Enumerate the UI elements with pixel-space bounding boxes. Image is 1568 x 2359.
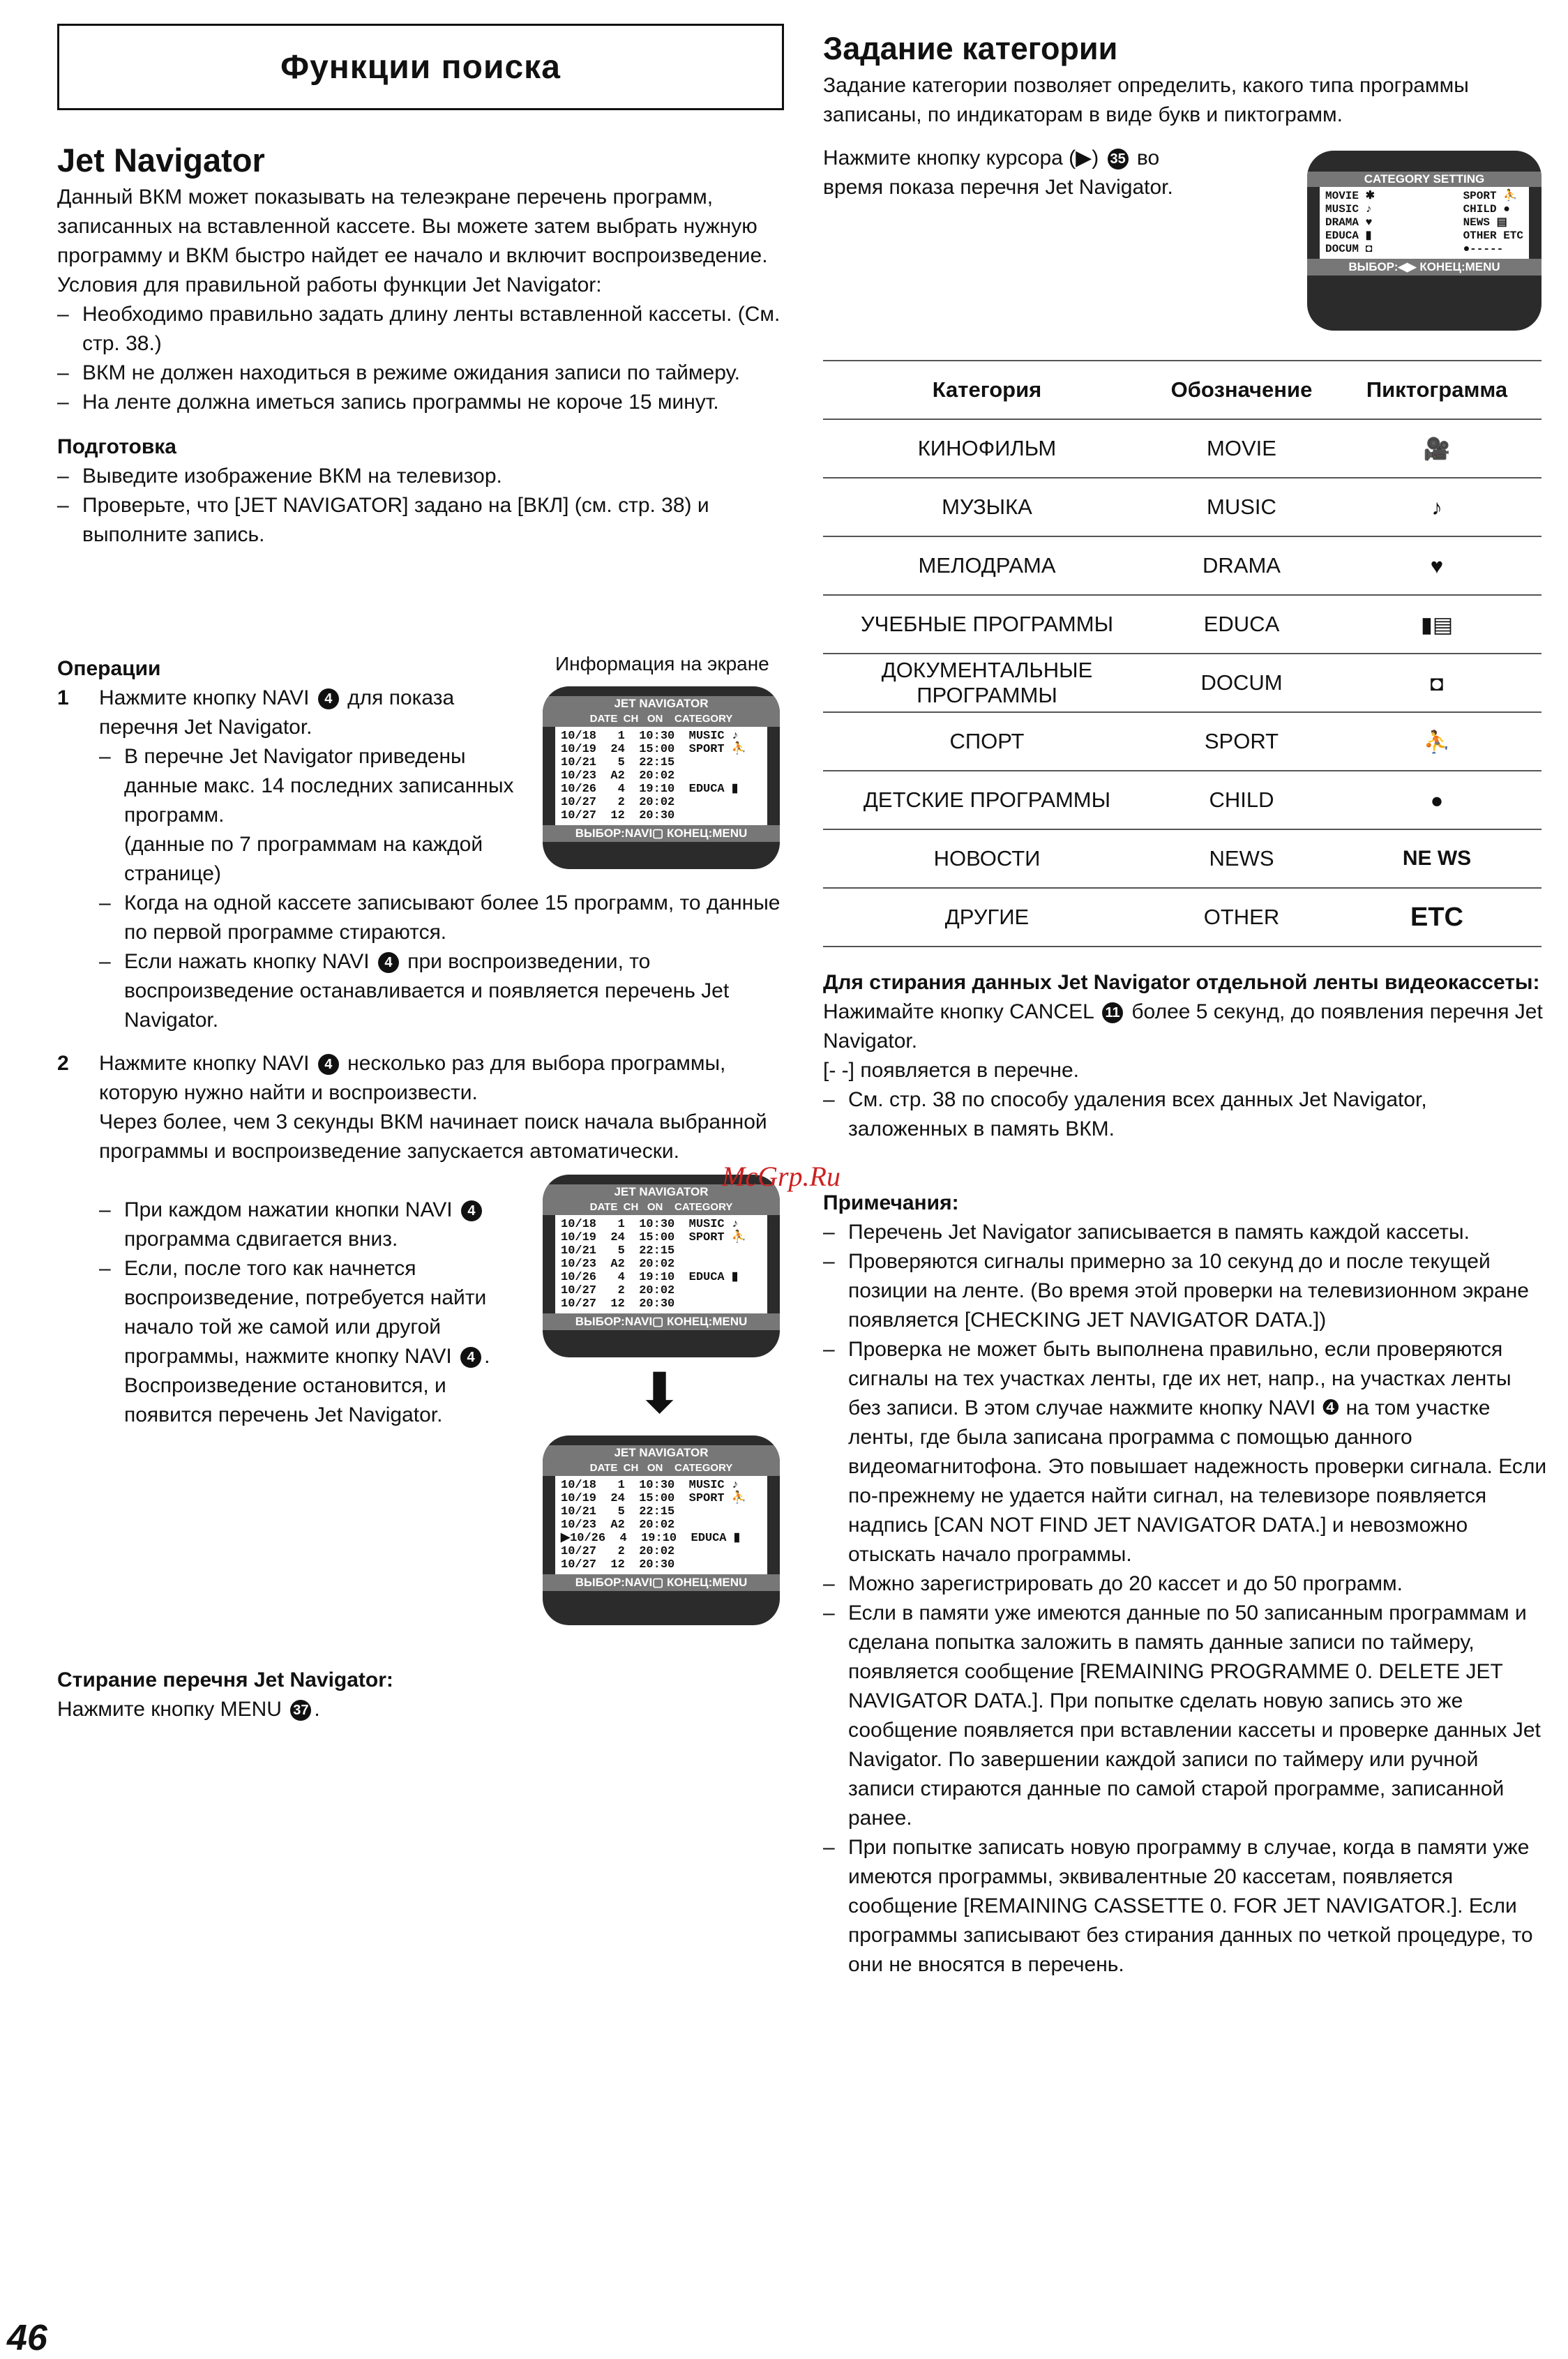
table-row	[823, 478, 1541, 536]
step1-sub-a: – В перечне Jet Navigator приведены данные макс. 14 последних записанных программ.	[99, 742, 538, 830]
category-screen-footer: ВЫБОР:◀▶ КОНЕЦ:MENU	[1307, 259, 1541, 276]
table-header: Обозначение	[1151, 361, 1332, 419]
tv-screen-jet-navigator-1	[543, 686, 780, 869]
prep-heading: Подготовка	[57, 435, 176, 458]
category-screen-item: DRAMA ♥	[1325, 216, 1373, 229]
step1-sub-b: – Когда на одной кассете записывают более 15 программ, то данные по первой программе стираются.	[99, 889, 783, 947]
category-intro: Задание категории позволяет определить, какого типа программы записаны, по индикаторам в виде букв и пиктограмм.	[823, 74, 1469, 126]
step2-text-a: Нажмите кнопку NAVI	[99, 1052, 310, 1075]
screen-info-label: Информация на экране	[555, 653, 769, 674]
table-cell-code: MOVIE	[1151, 419, 1332, 478]
table-header-row	[823, 361, 1541, 419]
cancel-button-icon: 11	[1102, 1002, 1123, 1023]
cursor-text-a: Нажмите кнопку курсора (▶)	[823, 146, 1099, 169]
category-intro-block	[823, 71, 1548, 130]
step-number: 2	[57, 1052, 69, 1075]
prep-item: – Проверьте, что [JET NAVIGATOR] задано на [ВКЛ] (см. стр. 38) и выполните запись.	[57, 491, 783, 550]
screen-row: 10/18 1 10:30 MUSIC ♪	[561, 730, 739, 743]
screen-row: 10/19 24 15:00 SPORT ⛹	[561, 743, 747, 756]
navi-button-icon: 4	[461, 1200, 482, 1221]
page-title-box	[57, 24, 784, 110]
heart-icon: ♥	[1332, 536, 1541, 595]
jet-intro: Данный ВКМ может показывать на телеэкране перечень программ, записанных на вставленной кассете. Вы можете затем выбрать нужную программу и ВКМ быстро найдет ее начало и включит воспроизведение.	[57, 186, 768, 267]
screen-title: JET NAVIGATOR	[543, 1184, 780, 1200]
category-heading: Задание категории	[823, 31, 1118, 66]
screen-row: ▶10/26 4 19:10 EDUCA ▮	[561, 1532, 741, 1545]
table-cell-category: ДОКУМЕНТАЛЬНЫЕ ПРОГРАММЫ	[823, 654, 1151, 712]
category-screen-item: OTHER ETC	[1463, 229, 1523, 242]
sport-player-icon: ⛹	[1332, 712, 1541, 771]
tv-screen-jet-navigator-3	[543, 1435, 780, 1625]
screen-footer: ВЫБОР:NAVI▢ КОНЕЦ:MENU	[543, 1313, 780, 1330]
table-row	[823, 536, 1541, 595]
note-item: – При попытке записать новую программу в случае, когда в памяти уже имеются программы, эквивалентные 20 кассетам, появляется сообщение [REMAINING CASSETTE 0. FOR JET NAVIGATOR.]. Если программы записывают без стирания данных по четкой процедуре, то они не вносятся в перечень.	[823, 1833, 1548, 1980]
screen-row: 10/26 4 19:10 EDUCA ▮	[561, 1271, 739, 1284]
screen-row: 10/26 4 19:10 EDUCA ▮	[561, 783, 739, 796]
step1-sub-c-b: при воспроизведении, то воспроизведение останавливается и появляется перечень Jet Navigator.	[124, 950, 730, 1032]
notes-heading: Примечания:	[823, 1191, 959, 1214]
table-cell-code: NEWS	[1151, 829, 1332, 888]
screen-row: 10/23 A2 20:02	[561, 1258, 675, 1271]
step-1	[57, 684, 538, 889]
condition-item: – ВКМ не должен находиться в режиме ожидания записи по таймеру.	[57, 359, 783, 388]
screen-header: DATE CH ON CATEGORY	[543, 1200, 780, 1215]
table-cell-category: МЕЛОДРАМА	[823, 536, 1151, 595]
category-screen-item: MUSIC ♪	[1325, 203, 1373, 216]
etc-icon: ETC	[1332, 888, 1541, 947]
screen-row: 10/27 12 20:30	[561, 1297, 675, 1311]
table-cell-code: SPORT	[1151, 712, 1332, 771]
page-number: 46	[7, 2318, 47, 2358]
note-item: – Проверка не может быть выполнена правильно, если проверяются сигналы на тех участках ленты, где их нет, напр., на участках ленты без записи. В этом случае нажмите кнопку NAVI ❹ на том участке ленты, где была записана программа с помощью данного видеомагнитофона. Это повышает надежность проверки сигнала. Если по-прежнему не удается найти сигнал, на телевизоре появляется надпись [CAN NOT FIND JET NAVIGATOR DATA.] и невозможно отыскать начало программы.	[823, 1335, 1548, 1569]
category-screen-item: SPORT ⛹	[1463, 190, 1518, 202]
note-item: – Проверяются сигналы примерно за 10 секунд до и после текущей позиции на ленте. (Во время этой проверки на телевизионном экране появляется [CHECKING JET NAVIGATOR DATA.])	[823, 1247, 1548, 1335]
step-1-more	[99, 889, 783, 1035]
erase-list-block: Стирание перечня Jet Navigator: Нажмите кнопку MENU 37 .	[57, 1666, 783, 1724]
step1-text-b: для показа перечня Jet Navigator.	[99, 686, 455, 739]
screen-row: 10/18 1 10:30 MUSIC ♪	[561, 1479, 739, 1492]
erase-one-text-d: – См. стр. 38 по способу удаления всех данных Jet Navigator, заложенных в память ВКМ.	[823, 1085, 1548, 1144]
cursor-button-icon: 35	[1108, 149, 1129, 169]
prep-item: – Выведите изображение ВКМ на телевизор.	[57, 462, 783, 491]
tv-screen-category-setting	[1307, 151, 1541, 331]
note-item: – Перечень Jet Navigator записывается в память каждой кассеты.	[823, 1218, 1548, 1247]
table-cell-code: EDUCA	[1151, 595, 1332, 654]
table-row	[823, 829, 1541, 888]
table-header: Категория	[823, 361, 1151, 419]
table-cell-code: DOCUM	[1151, 654, 1332, 712]
erase-one-text-a: Нажимайте кнопку CANCEL	[823, 1000, 1094, 1023]
step2-sub-a-b: программа сдвигается вниз.	[124, 1228, 398, 1251]
step2-text-b: несколько раз для выбора программы, которую нужно найти и воспроизвести.	[99, 1052, 726, 1104]
screen-row: 10/21 5 22:15	[561, 756, 675, 769]
table-row	[823, 771, 1541, 829]
table-header: Пиктограмма	[1332, 361, 1541, 419]
screen-title: JET NAVIGATOR	[543, 1445, 780, 1461]
screen-footer: ВЫБОР:NAVI▢ КОНЕЦ:MENU	[543, 825, 780, 842]
table-cell-category: ДЕТСКИЕ ПРОГРАММЫ	[823, 771, 1151, 829]
screen-row: 10/19 24 15:00 SPORT ⛹	[561, 1492, 747, 1505]
navi-button-icon: 4	[318, 1054, 339, 1075]
category-screen-item: CHILD ●	[1463, 203, 1510, 216]
category-screen-item: ●-----	[1463, 243, 1504, 255]
table-cell-category: НОВОСТИ	[823, 829, 1151, 888]
notes-block	[823, 1189, 1548, 1980]
screen-row: 10/27 12 20:30	[561, 809, 675, 822]
screen-row: 10/27 2 20:02	[561, 796, 675, 809]
table-row	[823, 419, 1541, 478]
screen-row: 10/21 5 22:15	[561, 1244, 675, 1258]
category-table	[823, 361, 1541, 947]
note-item: – Если в памяти уже имеются данные по 50 записанным программам и сделана попытка заложить в память данные записи по таймеру, появляется сообщение [REMAINING PROGRAMME 0. DELETE JET NAVIGATOR DATA.]. При попытке сделать новую запись это же сообщение появляется при вставлении кассеты и проверке данных Jet Navigator. По завершении каждой записи по таймеру или ручной записи стираются данные по самой старой программе, записанной ранее.	[823, 1599, 1548, 1833]
table-cell-category: УЧЕБНЫЕ ПРОГРАММЫ	[823, 595, 1151, 654]
screen-row: 10/27 2 20:02	[561, 1545, 675, 1558]
table-cell-code: CHILD	[1151, 771, 1332, 829]
book-icon: ▮▤	[1332, 595, 1541, 654]
category-screen-item: MOVIE ✱	[1325, 190, 1375, 202]
erase-one-block	[823, 968, 1548, 1144]
down-arrow-icon: ⬇	[636, 1362, 684, 1424]
navi-button-icon: 4	[460, 1347, 481, 1368]
condition-item: – На ленте должна иметься запись программы не короче 15 минут.	[57, 388, 783, 417]
table-cell-category: МУЗЫКА	[823, 478, 1151, 536]
erase-heading: Стирание перечня Jet Navigator:	[57, 1668, 393, 1691]
screen-row: 10/21 5 22:15	[561, 1505, 675, 1518]
table-row	[823, 654, 1541, 712]
conditions-lead: Условия для правильной работы функции Jet Navigator:	[57, 273, 602, 296]
music-note-icon: ♪	[1332, 478, 1541, 536]
note-item: – Можно зарегистрировать до 20 кассет и до 50 программ.	[823, 1569, 1548, 1599]
screen-footer: ВЫБОР:NAVI▢ КОНЕЦ:MENU	[543, 1574, 780, 1591]
navi-button-icon: 4	[318, 688, 339, 709]
erase-one-text-b: более 5 секунд, до появления перечня Jet Navigator.	[823, 1000, 1543, 1053]
screen-row: 10/27 12 20:30	[561, 1558, 675, 1572]
step-2-subs: – При каждом нажатии кнопки NAVI 4 программа сдвигается вниз. – Если, после того как начнется воспроизведение, потребуется найти начало той же самой или другой программы, нажмите кнопку NAVI 4 . Воспроизведение остановится, и появится перечень Jet Navigator.	[99, 1196, 518, 1430]
table-row	[823, 712, 1541, 771]
step1-sub-a2: (данные по 7 программам на каждой странице)	[124, 833, 483, 885]
table-cell-code: MUSIC	[1151, 478, 1332, 536]
step-number: 1	[57, 686, 69, 709]
table-row	[823, 888, 1541, 947]
cursor-text-b: во время показа перечня Jet Navigator.	[823, 146, 1173, 199]
tv-screen-jet-navigator-2	[543, 1175, 780, 1357]
table-cell-category: СПОРТ	[823, 712, 1151, 771]
screen-title: JET NAVIGATOR	[543, 696, 780, 711]
category-screen-title: CATEGORY SETTING	[1307, 172, 1541, 187]
step2-sub-b-a: Если, после того как начнется воспроизведение, потребуется найти начало той же самой или другой программы, нажмите кнопку NAVI	[124, 1257, 487, 1368]
news-icon: NE WS	[1332, 829, 1541, 888]
step2-text-c: Через более, чем 3 секунды ВКМ начинает поиск начала выбранной программы и воспроизведение запускается автоматически.	[99, 1110, 767, 1163]
erase-one-text-c: [- -] появляется в перечне.	[823, 1059, 1079, 1082]
step1-text-a: Нажмите кнопку NAVI	[99, 686, 310, 709]
table-cell-code: DRAMA	[1151, 536, 1332, 595]
screen-row: 10/19 24 15:00 SPORT ⛹	[561, 1231, 747, 1244]
step-2	[57, 1049, 783, 1166]
erase-one-heading: Для стирания данных Jet Navigator отдельной ленты видеокассеты:	[823, 971, 1540, 994]
table-cell-category: КИНОФИЛЬМ	[823, 419, 1151, 478]
movie-icon: 🎥	[1332, 419, 1541, 478]
step2-sub-b-b: Воспроизведение остановится, и появится перечень Jet Navigator.	[124, 1374, 446, 1426]
screen-row: 10/27 2 20:02	[561, 1284, 675, 1297]
ops-heading: Операции	[57, 657, 161, 680]
screen-header: DATE CH ON CATEGORY	[543, 711, 780, 727]
menu-button-icon: 37	[290, 1700, 311, 1721]
screen-row: 10/18 1 10:30 MUSIC ♪	[561, 1218, 739, 1231]
screen-row: 10/23 A2 20:02	[561, 769, 675, 783]
category-table-wrap	[823, 360, 1541, 947]
step2-sub-a-a: При каждом нажатии кнопки NAVI	[124, 1198, 453, 1221]
balloon-icon: ●	[1332, 771, 1541, 829]
category-screen-item: DOCUM ◘	[1325, 243, 1373, 255]
category-screen-item: NEWS ▤	[1463, 216, 1507, 229]
cursor-instruction	[823, 144, 1214, 202]
condition-item: – Необходимо правильно задать длину ленты вставленной кассеты. (См. стр. 38.)	[57, 300, 783, 359]
table-cell-category: ДРУГИЕ	[823, 888, 1151, 947]
screen-header: DATE CH ON CATEGORY	[543, 1461, 780, 1476]
step1-sub-c-a: Если нажать кнопку NAVI	[124, 950, 370, 973]
left-intro-block	[57, 183, 783, 550]
jet-navigator-heading: Jet Navigator	[57, 142, 265, 179]
watermark: McGrp.Ru	[722, 1161, 840, 1192]
table-row	[823, 595, 1541, 654]
table-cell-code: OTHER	[1151, 888, 1332, 947]
navi-button-icon: 4	[378, 952, 399, 973]
page-title: Функции поиска	[280, 48, 561, 86]
erase-text: Нажмите кнопку MENU	[57, 1698, 282, 1721]
category-screen-item: EDUCA ▮	[1325, 229, 1372, 242]
screen-row: 10/23 A2 20:02	[561, 1518, 675, 1532]
camera-icon: ◘	[1332, 654, 1541, 712]
